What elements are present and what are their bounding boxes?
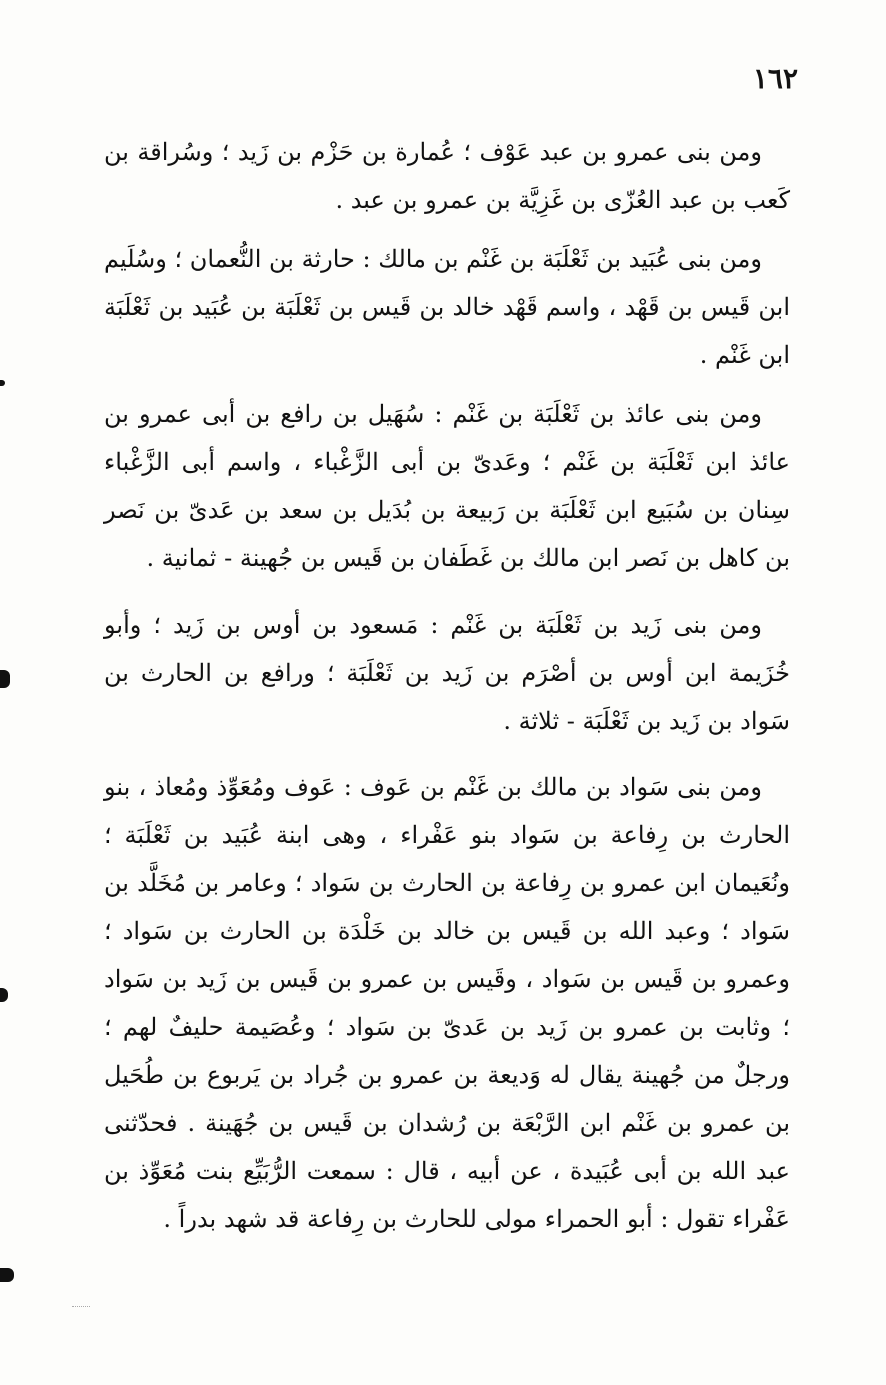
paragraph-text: ومن بنى سَواد بن مالك بن غَنْم بن عَوف : عَوف ومُعَوِّذ ومُعاذ ، بنو الحارث بن رِفاعة بن سَواد بنو عَفْراء ، وهى ابنة عُبَيد بن ثَعْلَبَة ؛ ونُعَيمان ابن عمرو بن رِفاعة بن الحارث بن سَواد ؛ وعامر بن مُخَلَّد بن سَواد ؛ وعبد الله بن قَيس بن خالد بن خَلْدَة بن الحارث بن سَواد ؛ وعمرو بن قَيس بن سَواد ، وقَيس بن عمرو بن قَيس بن زَيد بن سَواد ؛ وثابت بن عمرو بن زَيد بن عَدىّ بن سَواد ؛ وعُصَيمة حليفٌ لهم ؛ ورجلٌ من جُهينة يقال له وَديعة بن عمرو بن جُراد بن يَربوع بن طُحَيل بن عمرو بن غَنْم ابن الرَّبْعَة بن رُشدان بن قَيس بن جُهَينة . فحدّثنى عبد الله بن أبى عُبَيدة ، عن أبيه ، قال : سمعت الرُّبَيِّع بنت مُعَوِّذ بن عَفْراء تقول : أبو الحمراء مولى للحارث بن رِفاعة قد شهد بدراً . [104, 773, 790, 1233]
paragraph-text: ومن بنى عُبَيد بن ثَعْلَبَة بن غَنْم بن مالك : حارثة بن النُّعمان ؛ وسُلَيم ابن قَيس بن قَهْد ، واسم قَهْد خالد بن قَيس بن ثَعْلَبَة بن عُبَيد بن ثَعْلَبَة ابن غَنْم . [104, 245, 791, 369]
scan-edge-mark [0, 988, 8, 1002]
scan-edge-mark [0, 1268, 14, 1282]
paragraph-4 [104, 601, 790, 745]
paragraph-5 [104, 763, 790, 1243]
paragraph-1 [104, 128, 790, 224]
scan-edge-mark [0, 380, 5, 386]
paragraph-text: ومن بنى عائذ بن ثَعْلَبَة بن غَنْم : سُهَيل بن رافع بن أبى عمرو بن عائذ ابن ثَعْلَبَة بن غَنْم ؛ وعَدىّ بن أبى الزَّغْباء ، واسم أبى الزَّغْباء سِنان بن سُبَيع ابن ثَعْلَبَة بن رَبيعة بن بُدَيل بن سعد بن عَدىّ بن نَصر بن كاهل بن نَصر ابن مالك بن غَطَفان بن قَيس بن جُهينة - ثمانية . [104, 400, 790, 572]
scan-edge-mark [0, 670, 10, 688]
paragraph-3 [104, 390, 790, 582]
page-number: ١٦٢ [752, 62, 798, 95]
paragraph-text: ومن بنى زَيد بن ثَعْلَبَة بن غَنْم : مَسعود بن أوس بن زَيد ؛ وأبو خُزَيمة ابن أوس بن أصْرَم بن زَيد بن ثَعْلَبَة ؛ ورافع بن الحارث بن سَواد بن زَيد بن ثَعْلَبَة - ثلاثة . [104, 611, 790, 735]
paragraph-2 [104, 235, 790, 379]
paragraph-text: ومن بنى عمرو بن عبد عَوْف ؛ عُمارة بن حَزْم بن زَيد ؛ وسُراقة بن كَعب بن عبد العُزّى بن غَزِيَّة بن عمرو بن عبد . [104, 138, 790, 214]
scan-smudge [72, 1296, 90, 1307]
